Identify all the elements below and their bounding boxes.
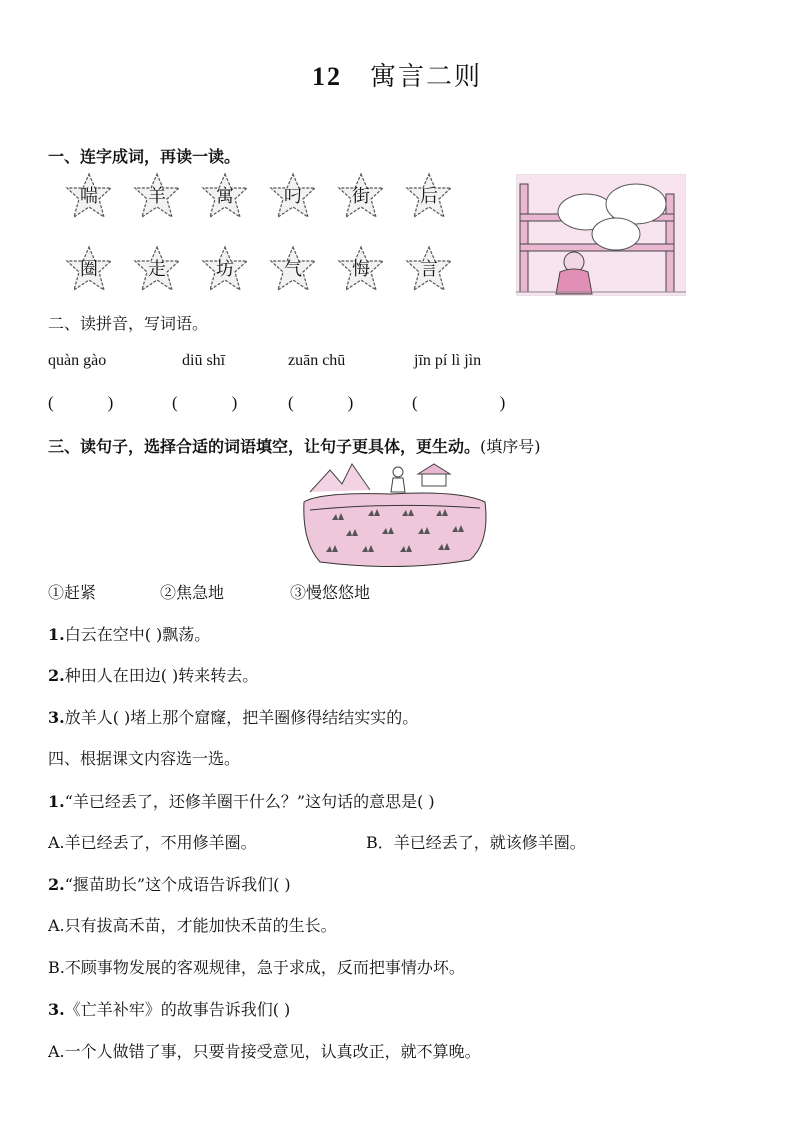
section3-heading-text: 三、读句子，选择合适的词语填空，让句子更具体，更生动。 xyxy=(48,437,481,456)
s3-q2-text: 种田人在田边( )转来转去。 xyxy=(64,666,259,685)
s3-q3-text: 放羊人( )堵上那个窟窿，把羊圈修得结结实实的。 xyxy=(64,708,419,727)
section3-heading xyxy=(48,434,541,457)
s4-q2-option-a[interactable]: A.只有拔高禾苗，才能加快禾苗的生长。 xyxy=(48,916,337,935)
answer-blank-1[interactable]: ( ) xyxy=(48,393,114,412)
s4-question-1 xyxy=(48,789,435,812)
char-star-row2-5[interactable] xyxy=(404,245,454,295)
sheep-pen-illustration xyxy=(516,174,686,296)
char-star-row2-3[interactable] xyxy=(268,245,318,295)
char-star-row1-4[interactable] xyxy=(336,172,386,222)
s4-q2-option-b[interactable]: B.不顾事物发展的客观规律，急于求成，反而把事情办坏。 xyxy=(48,958,465,977)
char-star-row1-1[interactable] xyxy=(132,172,182,222)
option-1: ①赶紧 xyxy=(48,583,97,602)
s4-q3-option-a[interactable]: A.一个人做错了事，只要肯接受意见，认真改正，就不算晚。 xyxy=(48,1042,481,1061)
char-star-row1-0[interactable] xyxy=(64,172,114,222)
char-star-row2-4[interactable] xyxy=(336,245,386,295)
section4-heading: 四、根据课文内容选一选。 xyxy=(48,749,241,768)
char-label: 言 xyxy=(420,259,438,280)
char-star-row1-5[interactable] xyxy=(404,172,454,222)
s4-q2-number: 2. xyxy=(48,875,65,894)
page-title xyxy=(0,56,794,93)
char-star-row1-3[interactable] xyxy=(268,172,318,222)
s4-q2-text: “揠苗助长”这个成语告诉我们( ) xyxy=(64,875,291,894)
section1-heading: 一、连字成词，再读一读。 xyxy=(48,147,241,166)
char-label: 街 xyxy=(352,186,370,207)
s3-q1-number: 1. xyxy=(48,625,65,644)
section3-heading-note: (填序号) xyxy=(480,437,541,456)
option-3: ③慢悠悠地 xyxy=(290,583,371,602)
char-star-row1-2[interactable] xyxy=(200,172,250,222)
s4-q1-option-b[interactable]: B．羊已经丢了，就该修羊圈。 xyxy=(366,833,586,852)
s4-question-3 xyxy=(48,997,290,1020)
lesson-number: 12 xyxy=(311,62,342,91)
char-label: 悔 xyxy=(352,259,370,280)
s3-question-3 xyxy=(48,705,418,728)
pinyin-4: jīn pí lì jìn xyxy=(414,352,482,369)
s3-question-2 xyxy=(48,663,258,686)
char-label: 羊 xyxy=(148,186,166,207)
char-label: 气 xyxy=(284,259,302,280)
char-label: 寓 xyxy=(216,186,234,207)
char-label: 叼 xyxy=(284,186,302,207)
answer-blank-2[interactable]: ( ) xyxy=(172,393,238,412)
s4-q1-number: 1. xyxy=(48,792,65,811)
s4-q3-text: 《亡羊补牢》的故事告诉我们( ) xyxy=(64,1000,291,1019)
pinyin-3: zuān chū xyxy=(288,352,346,369)
char-star-row2-2[interactable] xyxy=(200,245,250,295)
pinyin-2: diū shī xyxy=(182,352,226,369)
answer-blank-3[interactable]: ( ) xyxy=(288,393,354,412)
s3-q1-text: 白云在空中( )飘荡。 xyxy=(64,625,211,644)
char-label: 走 xyxy=(148,259,166,280)
s4-q3-number: 3. xyxy=(48,1000,65,1019)
char-label: 后 xyxy=(420,186,438,207)
char-star-row2-1[interactable] xyxy=(132,245,182,295)
answer-blank-4[interactable]: ( ) xyxy=(412,393,506,412)
s4-question-2 xyxy=(48,872,291,895)
lesson-title: 寓言二则 xyxy=(369,62,482,92)
char-label: 坊 xyxy=(216,259,234,280)
char-label: 喘 xyxy=(80,186,98,207)
char-label: 圈 xyxy=(80,259,98,280)
s3-question-1 xyxy=(48,622,210,645)
s3-q2-number: 2. xyxy=(48,666,65,685)
option-2: ②焦急地 xyxy=(160,583,225,602)
field-illustration xyxy=(300,462,490,572)
section2-heading: 二、读拼音，写词语。 xyxy=(48,314,209,333)
s4-q1-text: “羊已经丢了，还修羊圈干什么？”这句话的意思是( ) xyxy=(64,792,435,811)
char-star-row2-0[interactable] xyxy=(64,245,114,295)
s3-q3-number: 3. xyxy=(48,708,65,727)
pinyin-1: quàn gào xyxy=(48,352,107,369)
s4-q1-option-a[interactable]: A.羊已经丢了，不用修羊圈。 xyxy=(48,833,257,852)
